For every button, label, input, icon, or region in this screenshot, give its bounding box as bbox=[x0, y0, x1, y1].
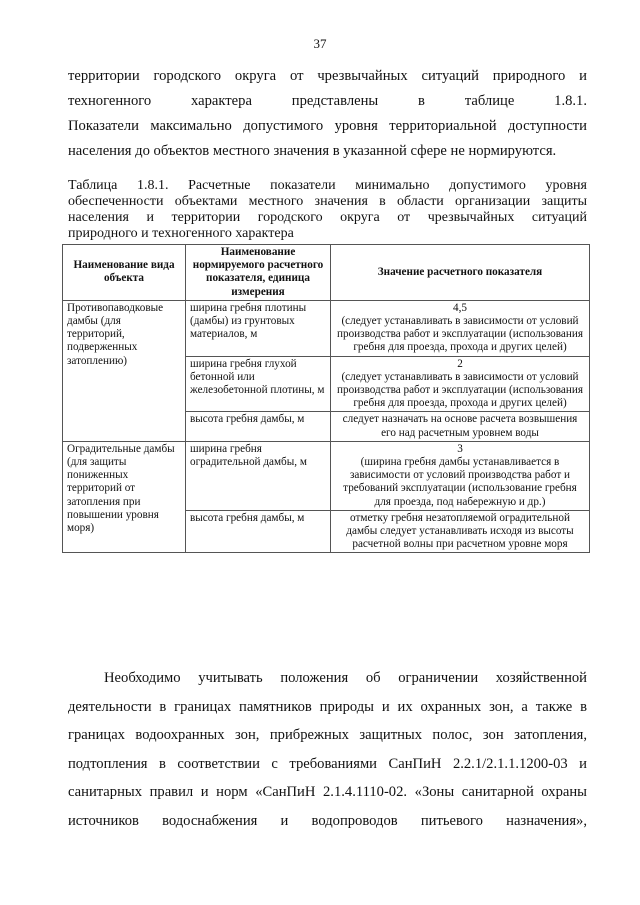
value-number: 2 bbox=[457, 357, 463, 370]
value-note: следует назначать на основе расчета возвышения его над расчетным уровнем воды bbox=[342, 413, 578, 439]
object-cell: Противопаводковые дамбы (для территорий, подверженных затоплению) bbox=[63, 300, 186, 441]
caption-line: Таблица 1.8.1. Расчетные показатели минимально допустимого уровня bbox=[68, 178, 587, 193]
value-cell bbox=[331, 510, 590, 553]
indicator-cell: ширина гребня глухой бетонной или железобетонной плотины, м bbox=[186, 356, 331, 412]
header-indicator: Наименование нормируемого расчетного показателя, единица измерения bbox=[186, 245, 331, 301]
header-value: Значение расчетного показателя bbox=[331, 245, 590, 301]
value-number: 4,5 bbox=[453, 301, 467, 314]
table-caption bbox=[68, 178, 587, 242]
closing-line: санитарных правил и норм «СанПиН 2.1.4.1110-02. «Зоны санитарной охраны bbox=[68, 784, 587, 800]
header-object: Наименование вида объекта bbox=[63, 245, 186, 301]
closing-line: источников водоснабжения и водопроводов питьевого назначения», bbox=[68, 812, 587, 829]
intro-line: территории городского округа от чрезвычайных ситуаций природного и bbox=[68, 68, 587, 84]
value-number: 3 bbox=[457, 442, 463, 455]
closing-line: подтопления в соответствии с требованиями СанПиН 2.2.1/2.1.1.1200-03 и bbox=[68, 755, 587, 772]
value-note: (ширина гребня дамбы устанавливается в зависимости от условий производства работ и требований эксплуатации (использование гребня для проезда, под набережную и др.) bbox=[343, 456, 577, 508]
caption-line: населения и территории городского округа от чрезвычайных ситуаций bbox=[68, 210, 587, 225]
intro-line: Показатели максимально допустимого уровня территориальной доступности bbox=[68, 118, 587, 134]
closing-line: деятельности в границах памятников природы и их охранных зон, а также в bbox=[68, 698, 587, 715]
indicators-table bbox=[62, 244, 590, 553]
indicator-cell: ширина гребня оградительной дамбы, м bbox=[186, 441, 331, 510]
closing-paragraph bbox=[68, 664, 587, 835]
caption-line: природного и техногенного характера bbox=[68, 226, 294, 241]
closing-line: Необходимо учитывать положения об ограничении хозяйственной bbox=[104, 670, 587, 686]
value-note: (следует устанавливать в зависимости от условий производства работ и эксплуатации (использования гребня для проезда, прохода и других целей) bbox=[337, 370, 583, 410]
closing-line: границах водоохранных зон, прибрежных защитных полос, зон затопления, bbox=[68, 727, 587, 743]
table-header-row bbox=[63, 245, 590, 301]
caption-line: обеспеченности объектами местного значения в области организации защиты bbox=[68, 194, 587, 209]
table-row bbox=[63, 441, 590, 510]
intro-line: техногенного характера представлены в таблице 1.8.1. bbox=[68, 93, 587, 109]
page-number: 37 bbox=[313, 36, 327, 51]
table-row bbox=[63, 300, 590, 356]
value-note: отметку гребня незатопляемой оградительной дамбы следует устанавливать исходя из высоты расчетной волны при расчетном уровне моря bbox=[346, 511, 574, 551]
intro-line: населения до объектов местного значения в указанной сфере не нормируются. bbox=[68, 143, 557, 159]
value-cell bbox=[331, 356, 590, 412]
indicator-cell: ширина гребня плотины (дамбы) из грунтовых материалов, м bbox=[186, 300, 331, 356]
value-cell bbox=[331, 300, 590, 356]
intro-paragraph bbox=[68, 64, 587, 164]
value-note: (следует устанавливать в зависимости от условий производства работ и эксплуатации (использования гребня для проезда, прохода и других целей) bbox=[337, 315, 583, 354]
value-cell bbox=[331, 412, 590, 441]
value-cell bbox=[331, 441, 590, 510]
object-cell: Оградительные дамбы (для защиты пониженных территорий от затопления при повышении уровня моря) bbox=[63, 441, 186, 553]
indicator-cell: высота гребня дамбы, м bbox=[186, 510, 331, 553]
indicator-cell: высота гребня дамбы, м bbox=[186, 412, 331, 441]
